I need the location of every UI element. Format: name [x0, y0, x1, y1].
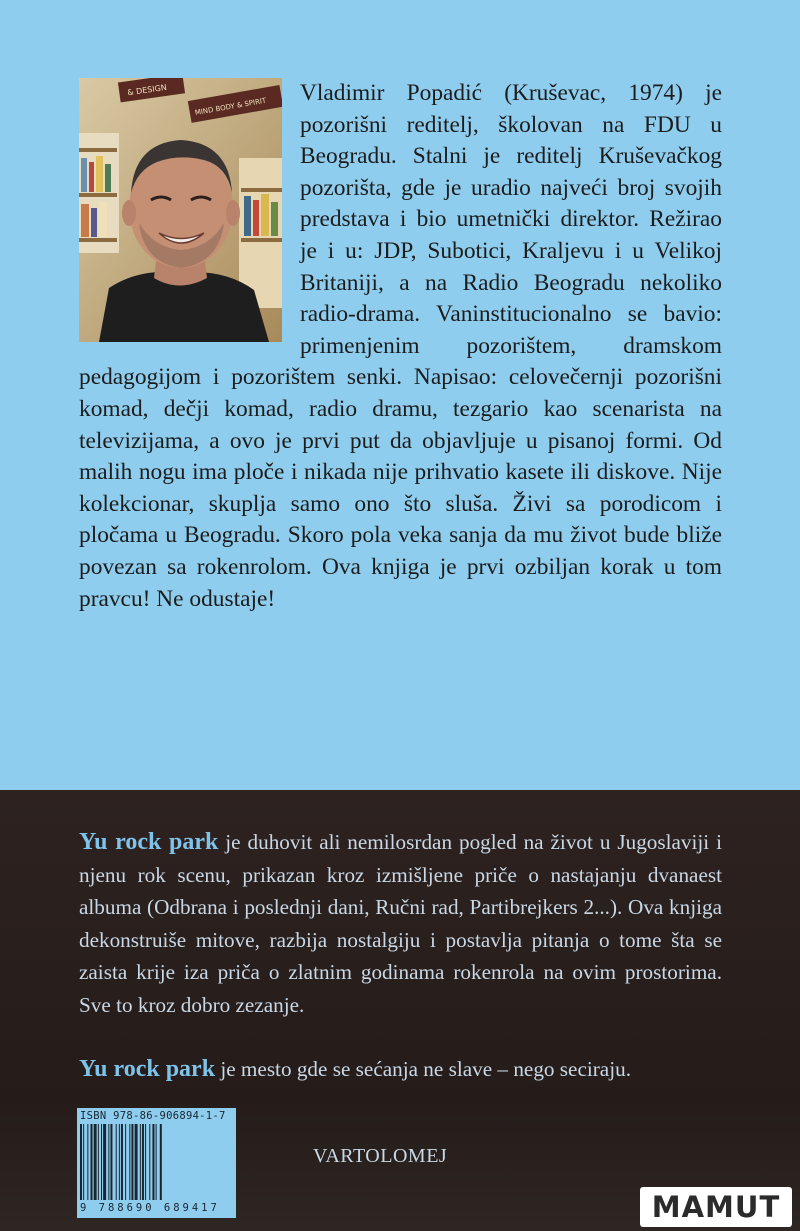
isbn-label: ISBN 978-86-906894-1-7 [80, 1110, 226, 1122]
barcode-stripe [119, 1124, 120, 1200]
mamut-watermark-logo: MAMUT [640, 1187, 792, 1227]
barcode-stripe [121, 1124, 123, 1200]
barcode-stripe [129, 1124, 130, 1200]
barcode-stripe [160, 1124, 162, 1200]
barcode-stripe [135, 1124, 138, 1200]
barcode-stripe [131, 1124, 133, 1200]
barcode-stripe [83, 1124, 84, 1200]
book-blurb-text-1: je duhovit ali nemilosrdan pogled na život u Jugoslaviji i njenu rok scenu, prikazan kroz izmišljene priče o nastajanju dvanaest albuma (Odbrana i poslednji dani, Ručni rad, Partibrejkers 2...). Ova knjiga dekonstruiše mitove, razbija nostalgiju i postavlja pitanja o tome šta se zaista krije iza priča o zlatnim godinama rokenrola na ovim prostorima. Sve to kroz dobro zezanje. [79, 830, 723, 1017]
barcode-stripe [156, 1124, 157, 1200]
barcode-stripe [108, 1124, 109, 1200]
barcode-stripe [98, 1124, 99, 1200]
barcode-stripe [110, 1124, 112, 1200]
barcode-stripe [91, 1124, 93, 1200]
barcode-stripe [80, 1124, 82, 1200]
barcode-stripe [140, 1124, 141, 1200]
barcode-stripe [149, 1124, 150, 1200]
barcode-stripe [116, 1124, 117, 1200]
publisher-name: VARTOLOMEJ [313, 1145, 448, 1167]
book-title-repeat: Yu rock park [79, 1056, 216, 1082]
barcode-stripe [145, 1124, 146, 1200]
author-biography [79, 78, 722, 615]
shelf-sign-text-2: MIND BODY & SPIRIT [194, 96, 267, 118]
book-blurb-text-2: je mesto gde se sećanja ne slave – nego seciraju. [220, 1057, 631, 1081]
barcode-bars [80, 1124, 232, 1200]
author-biography-text: Vladimir Popadić (Kruševac, 1974) je pozorišni reditelj, školovan na FDU u Beogradu. Stalni je reditelj Kruševačkog pozorišta, gde je uradio najveći broj svojih predstava i bio umetnički direktor. Režirao je i u: JDP, Subotici, Kraljevu i u Velikoj Britaniji, a na Radio Beogradu nekoliko radio-drama. Vaninstitucionalno se bavio: primenjenim pozorištem, dramskom pedagogijom i pozorištem senki. Napisao: celovečernji pozorišni komad, dečji komad, radio dramu, tezgario kao scenarista na televizijama, a ovo je prvi put da objavljuje u pisanoj formi. Od malih nogu ima ploče i nikada nije prihvatio kasete ili diskove. Nije kolekcionar, skuplja samo ono što sluša. Živi sa porodicom i pločama u Beogradu. Skoro pola veka sanja da mu život bude bliže povezan sa rokenrolom. Ova knjiga je prvi ozbiljan korak u tom pravcu! Ne odustaje! [79, 80, 722, 612]
barcode-digits: 9 788690 689417 [80, 1202, 220, 1214]
book-title: Yu rock park [79, 829, 219, 855]
barcode-stripe [94, 1124, 97, 1200]
barcode-stripe [103, 1124, 106, 1200]
book-blurb-paragraph-2 [79, 1054, 722, 1084]
barcode-stripe [125, 1124, 126, 1200]
barcode-stripe [142, 1124, 144, 1200]
barcode-stripe [152, 1124, 154, 1200]
barcode-stripe [87, 1124, 88, 1200]
isbn-barcode [77, 1108, 236, 1218]
barcode-stripe [101, 1124, 102, 1200]
shelf-sign-text-1: & DESIGN [126, 82, 168, 98]
book-blurb-paragraph-1 [79, 826, 722, 1021]
